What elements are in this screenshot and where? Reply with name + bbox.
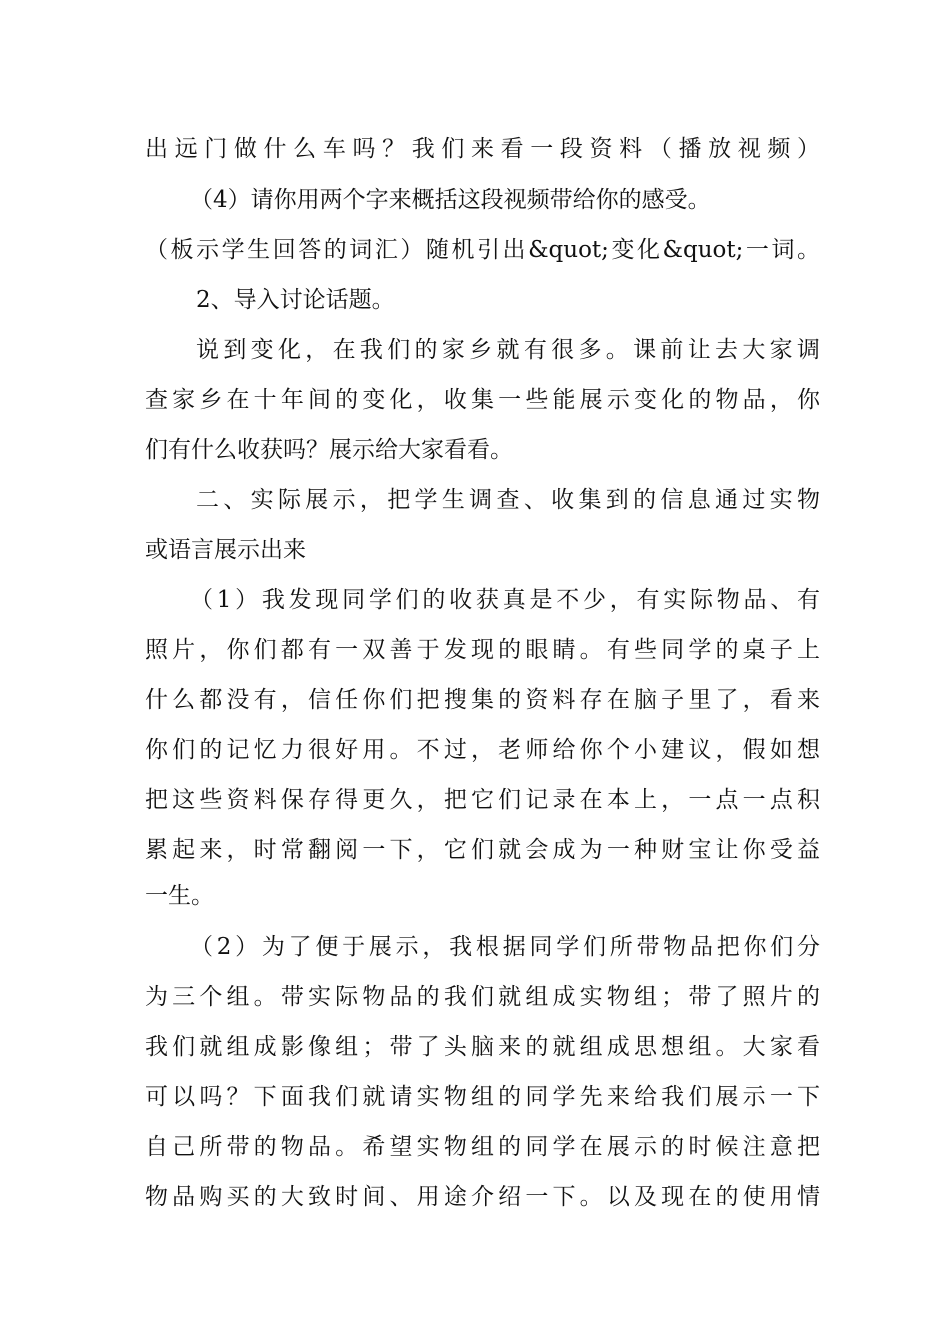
text-line: （4）请你用两个字来概括这段视频带给你的感受。 xyxy=(190,187,711,213)
text-line: 为三个组。带实际物品的我们就组成实物组；带了照片的 xyxy=(145,984,820,1010)
text-line: 自己所带的物品。希望实物组的同学在展示的时候注意把 xyxy=(145,1134,820,1160)
text-line: 2、导入讨论话题。 xyxy=(196,287,395,313)
text-line: （1）我发现同学们的收获真是不少，有实际物品、有 xyxy=(190,587,820,613)
text-line: 把这些资料保存得更久，把它们记录在本上，一点一点积 xyxy=(145,787,820,813)
text-line: 累起来，时常翻阅一下，它们就会成为一种财宝让你受益 xyxy=(145,837,820,863)
text-line: 什么都没有，信任你们把搜集的资料存在脑子里了，看来 xyxy=(145,687,820,713)
text-line: 可以吗？下面我们就请实物组的同学先来给我们展示一下 xyxy=(145,1084,820,1110)
text-line: 我们就组成影像组；带了头脑来的就组成思想组。大家看 xyxy=(145,1034,820,1060)
text-line: （板示学生回答的词汇）随机引出&quot;变化&quot;一词。 xyxy=(145,237,820,263)
text-line: 们有什么收获吗？展示给大家看看。 xyxy=(145,437,513,463)
text-line: 你们的记忆力很好用。不过，老师给你个小建议，假如想 xyxy=(145,737,820,763)
text-line: 二、实际展示，把学生调查、收集到的信息通过实物 xyxy=(196,487,820,513)
text-line: 或语言展示出来 xyxy=(145,537,306,563)
text-line: （2）为了便于展示，我根据同学们所带物品把你们分 xyxy=(190,934,820,960)
text-line: 说到变化，在我们的家乡就有很多。课前让去大家调 xyxy=(196,337,820,363)
text-line: 出远门做什么车吗？我们来看一段资料（播放视频） xyxy=(145,136,820,162)
text-line: 照片，你们都有一双善于发现的眼睛。有些同学的桌子上 xyxy=(145,637,820,663)
text-line: 物品购买的大致时间、用途介绍一下。以及现在的使用情 xyxy=(145,1184,820,1210)
text-line: 一生。 xyxy=(145,883,214,909)
text-line: 查家乡在十年间的变化，收集一些能展示变化的物品，你 xyxy=(145,387,820,413)
